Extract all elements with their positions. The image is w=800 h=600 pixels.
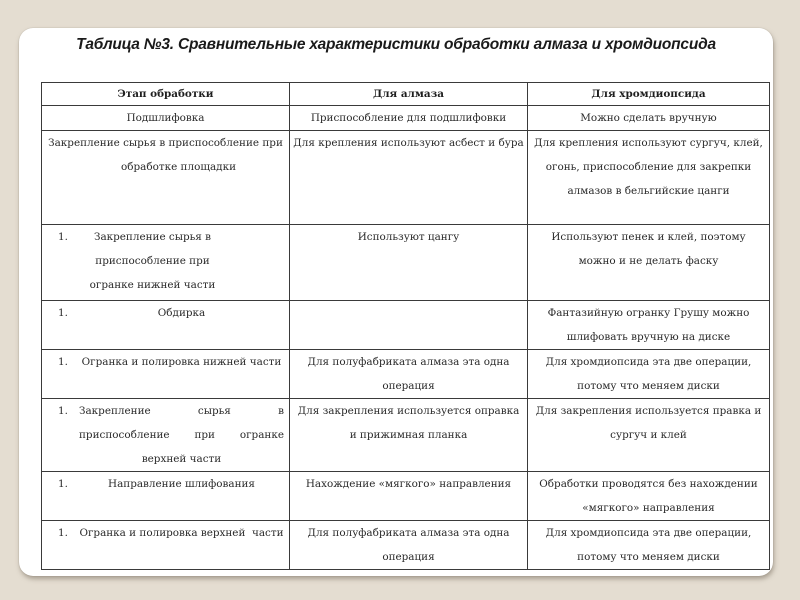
slide-card [19,28,773,576]
stage-word: в [278,405,284,417]
table-row [42,131,770,225]
stage-cell [42,350,290,399]
stage-line [79,423,284,447]
table-row [42,472,770,521]
chromdiopside-cell: Для закрепления используется правка и сургуч и клей [528,399,770,472]
chromdiopside-cell: Можно сделать вручную [528,106,770,131]
stage-text [79,399,286,471]
table-row [42,521,770,570]
stage-word: при [194,429,215,441]
chromdiopside-cell: Обработки проводятся без нахождении «мягкого» направления [528,472,770,521]
comparison-table [41,82,770,570]
stage-word: огранке [239,429,284,441]
list-number: 1. [58,527,68,539]
header-diamond: Для алмаза [290,83,528,106]
list-number: 1. [58,356,68,368]
stage-cell [42,399,290,472]
stage-line: Закрепление сырья в приспособление при [48,137,283,149]
stage-cell: Подшлифовка [42,106,290,131]
table-row [42,225,770,301]
chromdiopside-cell: Фантазийную огранку Грушу можно шлифовать вручную на диске [528,301,770,350]
stage-word: приспособление [79,429,170,441]
diamond-cell: Приспособление для подшлифовки [290,106,528,131]
diamond-cell: Для закрепления используется оправка и прижимная планка [290,399,528,472]
header-stage: Этап обработки [42,83,290,106]
chromdiopside-cell: Для хромдиопсида эта две операции, потому что меняем диски [528,521,770,570]
stage-line: верхней части [141,453,222,465]
header-chromdiopside: Для хромдиопсида [528,83,770,106]
stage-word: Закрепление [79,405,151,417]
diamond-cell: Для полуфабриката алмаза эта одна операция [290,521,528,570]
stage-text: Обдирка [157,307,206,319]
stage-cell [42,131,290,225]
list-number: 1. [58,231,68,243]
stage-cell [42,225,290,301]
table-row [42,301,770,350]
stage-cell [42,472,290,521]
stage-word: сырья [197,405,231,417]
chromdiopside-cell: Используют пенек и клей, поэтому можно и не делать фаску [528,225,770,301]
diamond-cell: Используют цангу [290,225,528,301]
table-row [42,106,770,131]
chromdiopside-cell: Для хромдиопсида эта две операции, потому что меняем диски [528,350,770,399]
diamond-cell: Для полуфабриката алмаза эта одна операция [290,350,528,399]
table-title: Таблица №3. Сравнительные характеристики обработки алмаза и хромдиопсида [76,36,716,53]
diamond-cell: Для крепления используют асбест и бура [290,131,528,225]
stage-text: Огранка и полировка нижней части [81,356,282,368]
chromdiopside-cell: Для крепления используют сургуч, клей, огонь, приспособление для закрепки алмазов в бельгийские цанги [528,131,770,225]
stage-text: Закрепление сырья в приспособление при огранке нижней части [89,231,216,291]
stage-text: Огранка и полировка верхней части [79,527,284,539]
stage-line: обработке площадки [120,161,237,173]
table-row [42,399,770,472]
table-header-row [42,83,770,106]
list-number: 1. [58,405,68,417]
diamond-cell: Нахождение «мягкого» направления [290,472,528,521]
list-number: 1. [58,307,68,319]
table-row [42,350,770,399]
stage-text: Направление шлифования [108,478,255,490]
stage-cell [42,301,290,350]
stage-cell [42,521,290,570]
diamond-cell [290,301,528,350]
stage-line [79,399,284,423]
list-number: 1. [58,478,68,490]
